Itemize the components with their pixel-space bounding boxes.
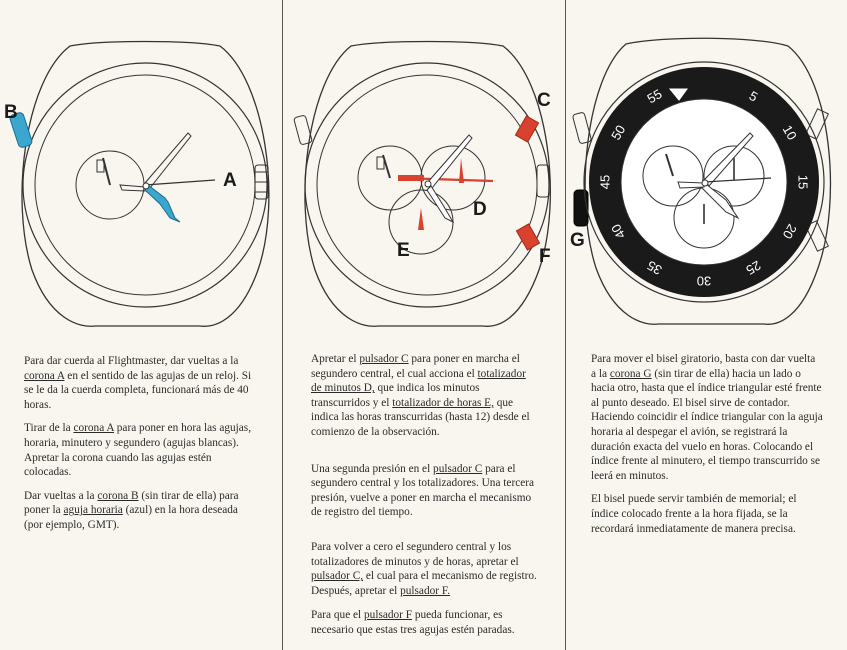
panel-winding [0, 0, 282, 650]
text-segment: Para volver a cero el segundero central y los totalizadores de minutos y de horas, apretar el [311, 540, 519, 568]
callout-d: D [473, 199, 487, 220]
panel-bezel [566, 0, 847, 650]
bezel-number: 40 [608, 221, 629, 242]
underlined-term: pulsador F. [400, 584, 451, 597]
text-segment: el cual para el mecanismo de registro. Después, apretar el [311, 570, 537, 597]
text-segment: Apretar el [311, 353, 360, 365]
text-segment: para poner en hora las agujas, horaria, minutero y segundero (agujas blancas). Apretar la corona cuando las agujas estén colocadas. [24, 422, 252, 479]
text-segment: El bisel puede servir también de memorial; el índice colocado frente a la hora fijada, se la recordará inmediatamente de manera precisa. [591, 493, 797, 535]
bezel-number: 50 [608, 122, 629, 143]
text-segment: que indica las horas transcurridas (hasta 12) desde el comienzo de la observación. [311, 396, 530, 438]
underlined-term: totalizador de minutos D, [311, 367, 526, 395]
panel3-paragraph-1 [591, 352, 823, 483]
text-segment: para el segundero central y los totalizadores. Una tercera presión, vuelve a poner en marcha el mecanismo de registro del tiempo. [311, 462, 535, 519]
text-segment: Dar vueltas a la [24, 489, 98, 502]
watch-diagram-3 [566, 0, 847, 340]
bezel-number: 35 [644, 257, 665, 278]
watch-diagram-1 [0, 0, 282, 340]
panel1-paragraph-2 [24, 421, 254, 479]
panel1-paragraph-1 [24, 354, 254, 412]
bezel-number: 20 [779, 221, 800, 242]
text-segment: (azul) en la hora deseada (por ejemplo, GMT). [24, 504, 238, 531]
pusher-f [516, 224, 539, 250]
panel2-paragraph-2 [311, 462, 539, 520]
underlined-term: pulsador C, [311, 570, 364, 583]
panel2-paragraph-4 [311, 608, 539, 637]
bezel-number: 45 [597, 174, 613, 190]
panel3-paragraph-2 [591, 492, 823, 536]
text-segment: en el sentido de las agujas de un reloj. Si se le da la cuerda completa, funcionará más de 40 horas. [24, 369, 252, 411]
panel1-text [24, 354, 254, 542]
underlined-term: corona B [97, 489, 139, 502]
callout-f: F [539, 246, 551, 267]
underlined-term: pulsador F [364, 609, 413, 622]
text-segment: Para dar cuerda al Flightmaster, dar vueltas a la [24, 355, 239, 367]
text-segment: (sin tirar de ella) hacia un lado o hacia otro, hasta que el índice triangular esté frente al punto deseado. El bisel sirve de contador. Haciendo coincidir el índice triangular con la aguja horaria al despegar el avión, se registrará la duración exacta del vuelo en horas. Colocando el índice frente al minutero, el tiempo transcurrido se leerá en minutos. [591, 367, 823, 482]
panel-chronograph [283, 0, 565, 650]
underlined-term: corona A [73, 422, 114, 435]
underlined-term: corona A [24, 369, 65, 382]
callout-c: C [537, 90, 551, 111]
panel3-text [591, 352, 823, 545]
pusher-c [515, 116, 538, 142]
callout-e: E [397, 240, 410, 261]
panel1-paragraph-3 [24, 489, 254, 533]
text-segment: (sin tirar de ella) para poner la [24, 489, 239, 517]
bezel-number: 25 [743, 257, 764, 278]
underlined-term: aguja horaria [63, 504, 123, 517]
callout-b: B [4, 102, 18, 123]
text-segment: Una segunda presión en el [311, 462, 434, 475]
underlined-term: corona G [609, 367, 652, 380]
text-segment: Para mover el bisel giratorio, basta con dar vuelta a la [591, 353, 816, 380]
text-segment: Tirar de la [24, 422, 74, 435]
panel2-paragraph-3 [311, 540, 539, 598]
callout-g: G [570, 230, 585, 251]
watch-diagram-2 [283, 0, 565, 340]
text-segment: Para que el [311, 609, 365, 622]
underlined-term: totalizador de horas E, [392, 396, 494, 409]
callout-a: A [223, 170, 237, 191]
bezel-number: 55 [644, 86, 665, 107]
bezel-number: 10 [779, 122, 800, 143]
bezel-number: 30 [696, 273, 712, 289]
text-segment: que indica los minutos transcurridos y el [311, 382, 480, 409]
underlined-term: pulsador C [359, 353, 409, 365]
underlined-term: pulsador C [433, 462, 483, 475]
panel2-text [311, 352, 539, 647]
text-segment: para poner en marcha el segundero central, el cual acciona el [311, 353, 520, 380]
panel2-paragraph-1 [311, 352, 539, 440]
bezel-number: 15 [795, 174, 811, 190]
bezel-number: 5 [746, 87, 761, 105]
crown-g [574, 190, 588, 226]
text-segment: pueda funcionar, es necesario que estas tres agujas estén paradas. [311, 609, 515, 636]
